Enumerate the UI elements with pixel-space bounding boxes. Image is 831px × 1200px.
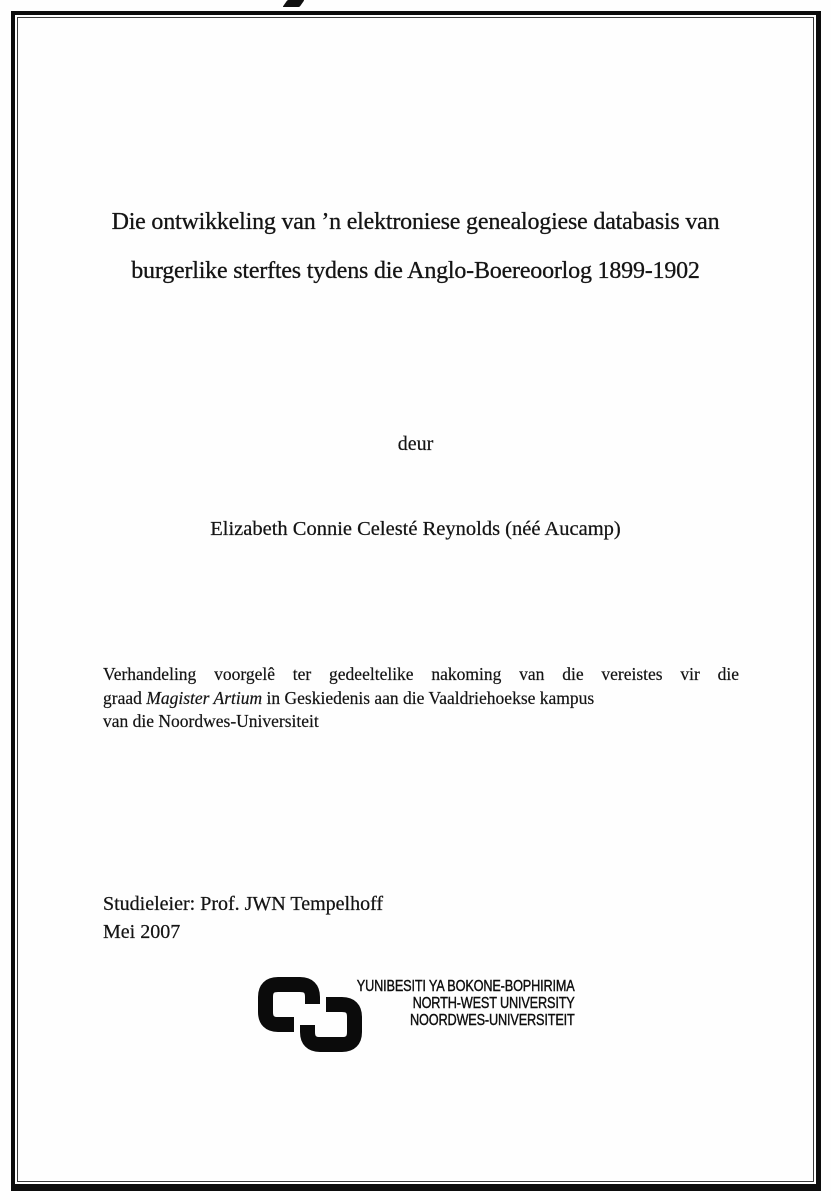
thesis-title <box>50 198 781 296</box>
nwu-logo-mark-icon <box>258 977 362 1052</box>
logo-ring-left <box>266 985 313 1025</box>
logo-ring-right <box>308 1005 355 1045</box>
byline-deur: deur <box>397 433 434 455</box>
supervisor-line: Studieleier: Prof. JWN Tempelhoff <box>103 893 384 915</box>
statement-line-1: Verhandeling voorgelê ter gedeeltelike nakoming van die vereistes vir die <box>103 664 739 684</box>
statement-line-3: van die Noordwes-Universiteit <box>103 711 319 731</box>
statement-line-2 <box>103 687 739 711</box>
scan-artifact <box>283 0 305 7</box>
supervisor-block <box>103 891 383 946</box>
date-line: Mei 2007 <box>103 920 181 943</box>
degree-name-italic: Magister Artium <box>146 687 263 708</box>
logo-line-afrikaans: NOORDWES-UNIVERSITEIT <box>410 1012 575 1029</box>
thesis-title-line-2: burgerlike sterftes tydens die Anglo-Boereoorlog 1899-1902 <box>131 258 700 284</box>
statement-line-2-suffix: in Geskiedenis aan die Vaaldriehoekse kampus <box>262 687 595 708</box>
nwu-logo <box>258 977 362 1057</box>
author-name: Elizabeth Connie Celesté Reynolds (néé Aucamp) <box>210 518 621 540</box>
nwu-logo-text <box>357 978 575 1029</box>
statement-line-2-prefix: graad <box>103 687 147 708</box>
logo-line-english: NORTH-WEST UNIVERSITY <box>412 995 575 1012</box>
thesis-title-line-1: Die ontwikkeling van ’n elektroniese genealogiese databasis van <box>111 209 720 235</box>
submission-statement <box>103 663 739 734</box>
logo-line-setswana: YUNIBESITI YA BOKONE-BOPHIRIMA <box>357 978 575 995</box>
